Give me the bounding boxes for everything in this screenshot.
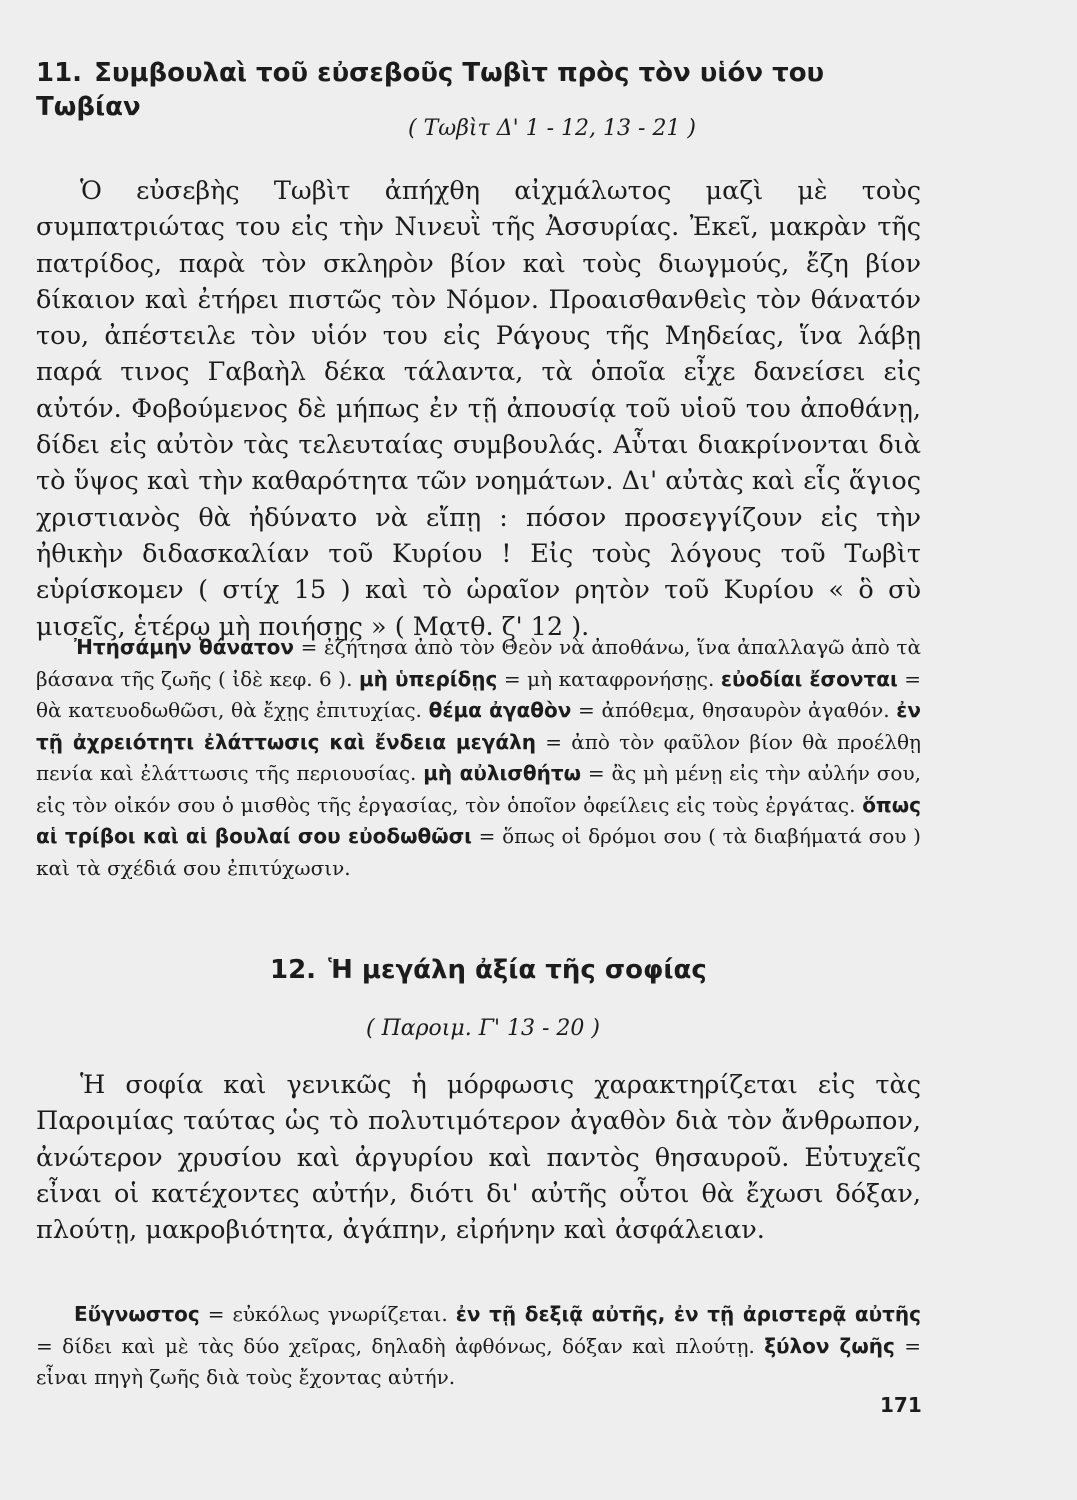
section-11-title: Συμβουλαὶ τοῦ εὐσεβοῦς Τωβὶτ πρὸς τὸν υἱόν του Τωβίαν [36, 58, 825, 122]
note-definition: = εἶναι πηγὴ ζωῆς διὰ τοὺς ἔχοντας αὐτήν. [36, 1333, 921, 1389]
note-term: μὴ ὑπερίδῃς [358, 666, 498, 691]
section-12-notes [36, 1299, 921, 1394]
note-term: εὐοδίαι ἔσονται [720, 666, 898, 691]
note-term: μὴ αὐλισθήτω [423, 761, 582, 785]
section-11-notes [36, 632, 921, 884]
note-definition: = ἀπὸ τὸν φαῦλον βίον θὰ προέλθῃ πενία καὶ ἐλάττωσις τῆς περιουσίας. [36, 729, 921, 785]
section-12-paragraph: Ἡ σοφία καὶ γενικῶς ἡ μόρφωσις χαρακτηρίζεται εἰς τὰς Παροιμίας ταύτας ὡς τὸ πολυτιμότερον ἀγαθὸν διὰ τὸν ἄνθρωπον, ἀνώτερον χρυσίου καὶ ἀργυρίου καὶ παντὸς θησαυροῦ. Εὐτυχεῖς εἶναι οἱ κατέχοντες αὐτήν, διότι δι' αὐτῆς οὗτοι θὰ ἔχωσι δόξαν, πλούτῃ, μακροβιότητα, ἀγάπην, εἰρήνην καὶ ἀσφάλειαν. [36, 1070, 921, 1246]
note-term: Εὔγνωστος [74, 1302, 200, 1326]
note-definition: = εὐκόλως γνωρίζεται. [199, 1302, 456, 1326]
note-definition: = ἀπόθεμα, θησαυρὸν ἀγαθόν. [571, 698, 897, 722]
note-definition: = θὰ κατευοδωθῶσι, θὰ ἔχῃς ἐπιτυχίας. [36, 666, 921, 722]
note-term: ἐν τῇ ἀχρειότητι ἐλάττωσις καὶ ἔνδεια μεγάλη [36, 698, 922, 754]
note-term: ξύλον ζωῆς [764, 1333, 895, 1358]
section-12-number: 12. [270, 955, 317, 985]
note-definition: = ἂς μὴ μένῃ εἰς τὴν αὐλήν σου, εἰς τὸν οἰκόν σου ὁ μισθὸς τῆς ἐργασίας, τὸν ὁποῖον ὀφείλεις εἰς τοὺς ἐργάτας. [36, 761, 921, 817]
note-term: ἐν τῇ δεξιᾷ αὐτῆς, ἐν τῇ ἀριστερᾷ αὐτῆς [455, 1302, 921, 1326]
section-11-heading [36, 56, 936, 124]
section-12-heading [270, 953, 707, 987]
section-11-reference: ( Τωβὶτ Δ' 1 - 12, 13 - 21 ) [408, 116, 697, 141]
section-11-number: 11. [36, 58, 83, 88]
section-12-title: Ἡ μεγάλη ἀξία τῆς σοφίας [328, 955, 707, 985]
note-term: θέμα ἀγαθὸν [428, 698, 572, 722]
note-definition: = ἐζήτησα ἀπὸ τὸν Θεὸν νὰ ἀποθάνω, ἵνα ἀπαλλαγῶ ἀπὸ τὰ βάσανα τῆς ζωῆς ( ἰδὲ κεφ. 6 ). [36, 635, 921, 691]
note-definition: = ὅπως οἱ δρόμοι σου ( τὰ διαβήματά σου ) καὶ τὰ σχέδιά σου ἐπιτύχωσιν. [36, 824, 921, 880]
note-definition: = δίδει καὶ μὲ τὰς δύο χεῖρας, δηλαδὴ ἀφθόνως, δόξαν καὶ πλούτῃ. [36, 1333, 765, 1358]
note-term: ὅπως αἱ τρίβοι καὶ αἱ βουλαί σου εὐοδωθῶσι [36, 792, 921, 848]
note-term: Ἠτησάμην θάνατον [74, 635, 294, 659]
section-11-paragraph: Ὁ εὐσεβὴς Τωβὶτ ἀπήχθη αἰχμάλωτος μαζὶ μὲ τοὺς συμπατριώτας του εἰς τὴν Νινευῒ τῆς Ἀσσυρίας. Ἐκεῖ, μακρὰν τῆς πατρίδος, παρὰ τὸν σκληρὸν βίον καὶ τοὺς διωγμούς, ἔζη βίον δίκαιον καὶ ἐτήρει πιστῶς τὸν Νόμον. Προαισθανθεὶς τὸν θάνατόν του, ἀπέστειλε τὸν υἱόν του εἰς Ράγους τῆς Μηδείας, ἵνα λάβῃ παρά τινος Γαβαὴλ δέκα τάλαντα, τὰ ὁποῖα εἶχε δανείσει εἰς αὐτόν. Φοβούμενος δὲ μήπως ἐν τῇ ἀπουσίᾳ τοῦ υἱοῦ του ἀποθάνῃ, δίδει εἰς αὐτὸν τὰς τελευταίας συμβουλάς. Αὗται διακρίνονται διὰ τὸ ὕψος καὶ τὴν καθαρότητα τῶν νοημάτων. Δι' αὐτὰς καὶ εἷς ἅγιος χριστιανὸς θὰ ἠδύνατο νὰ εἴπῃ : πόσον προσεγγίζουν εἰς τὴν ἠθικὴν διδασκαλίαν τοῦ Κυρίου ! Εἰς τοὺς λόγους τοῦ Τωβὶτ εὑρίσκομεν ( στίχ 15 ) καὶ τὸ ὡραῖον ρητὸν τοῦ Κυρίου « ὃ σὺ μισεῖς, ἑτέρῳ μὴ ποιήσῃς » ( Ματθ. ζ' 12 ). [36, 176, 921, 642]
note-definition: = μὴ καταφρονήσῃς. [497, 666, 721, 691]
section-12-reference: ( Παροιμ. Γ' 13 - 20 ) [366, 1016, 600, 1041]
page-number: 171 [880, 1393, 922, 1417]
